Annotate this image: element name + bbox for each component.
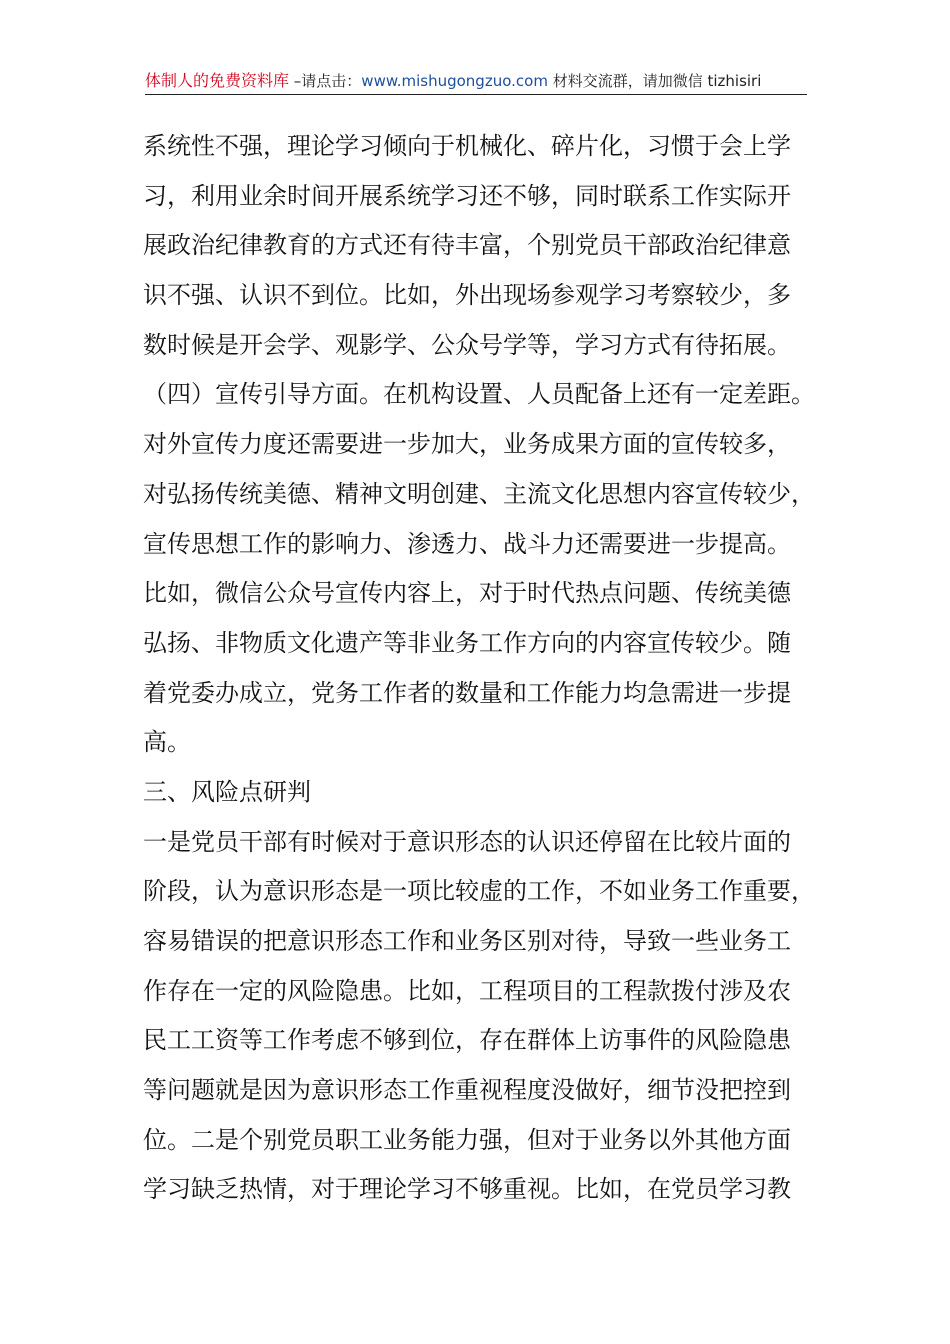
text-line: 高。 [143, 728, 191, 757]
header-brand: 体制人的免费资料库 [145, 71, 290, 90]
text-line: 阶段，认为意识形态是一项比较虚的工作，不如业务工作重要， [143, 877, 815, 906]
text-line: 展政治纪律教育的方式还有待丰富，个别党员干部政治纪律意 [143, 231, 791, 260]
text-line: 系统性不强，理论学习倾向于机械化、碎片化，习惯于会上学 [143, 132, 791, 160]
text-line: 比如，微信公众号宣传内容上，对于时代热点问题、传统美德 [143, 579, 791, 608]
header-prefix: –请点击： [289, 72, 362, 90]
text-line: 着党委办成立，党务工作者的数量和工作能力均急需进一步提 [143, 678, 791, 707]
text-line: 学习缺乏热情，对于理论学习不够重视。比如，在党员学习教 [143, 1175, 791, 1204]
header-suffix: 材料交流群，请加微信 tizhisiri [547, 72, 762, 90]
text-line: 数时候是开会学、观影学、公众号学等，学习方式有待拓展。 [143, 330, 791, 359]
text-line: 等问题就是因为意识形态工作重视程度没做好，细节没把控到 [143, 1076, 791, 1105]
body-text [143, 122, 823, 1215]
text-line: 识不强、认识不到位。比如，外出现场参观学习考察较少，多 [143, 281, 791, 310]
text-line: 弘扬、非物质文化遗产等非业务工作方向的内容宣传较少。随 [143, 628, 791, 657]
text-line: 位。二是个别党员职工业务能力强，但对于业务以外其他方面 [143, 1125, 791, 1154]
section-heading-3: 三、风险点研判 [143, 777, 311, 806]
text-line: 一是党员干部有时候对于意识形态的认识还停留在比较片面的 [143, 827, 791, 856]
text-line: 习，利用业余时间开展系统学习还不够，同时联系工作实际开 [143, 181, 791, 210]
text-line: 作存在一定的风险隐患。比如，工程项目的工程款拨付涉及农 [143, 976, 791, 1005]
text-line: 民工工资等工作考虑不够到位，存在群体上访事件的风险隐患 [143, 1026, 791, 1055]
text-line: 对外宣传力度还需要进一步加大，业务成果方面的宣传较多， [143, 430, 791, 459]
page-header [145, 68, 807, 95]
text-line: 宣传思想工作的影响力、渗透力、战斗力还需要进一步提高。 [143, 529, 791, 558]
text-line: 容易错误的把意识形态工作和业务区别对待，导致一些业务工 [143, 927, 791, 955]
text-line: 对弘扬传统美德、精神文明创建、主流文化思想内容宣传较少， [143, 479, 815, 508]
section-heading-4: （四）宣传引导方面。在机构设置、人员配备上还有一定差距。 [143, 380, 815, 409]
header-url-link[interactable]: www.mishugongzuo.com [361, 72, 548, 90]
